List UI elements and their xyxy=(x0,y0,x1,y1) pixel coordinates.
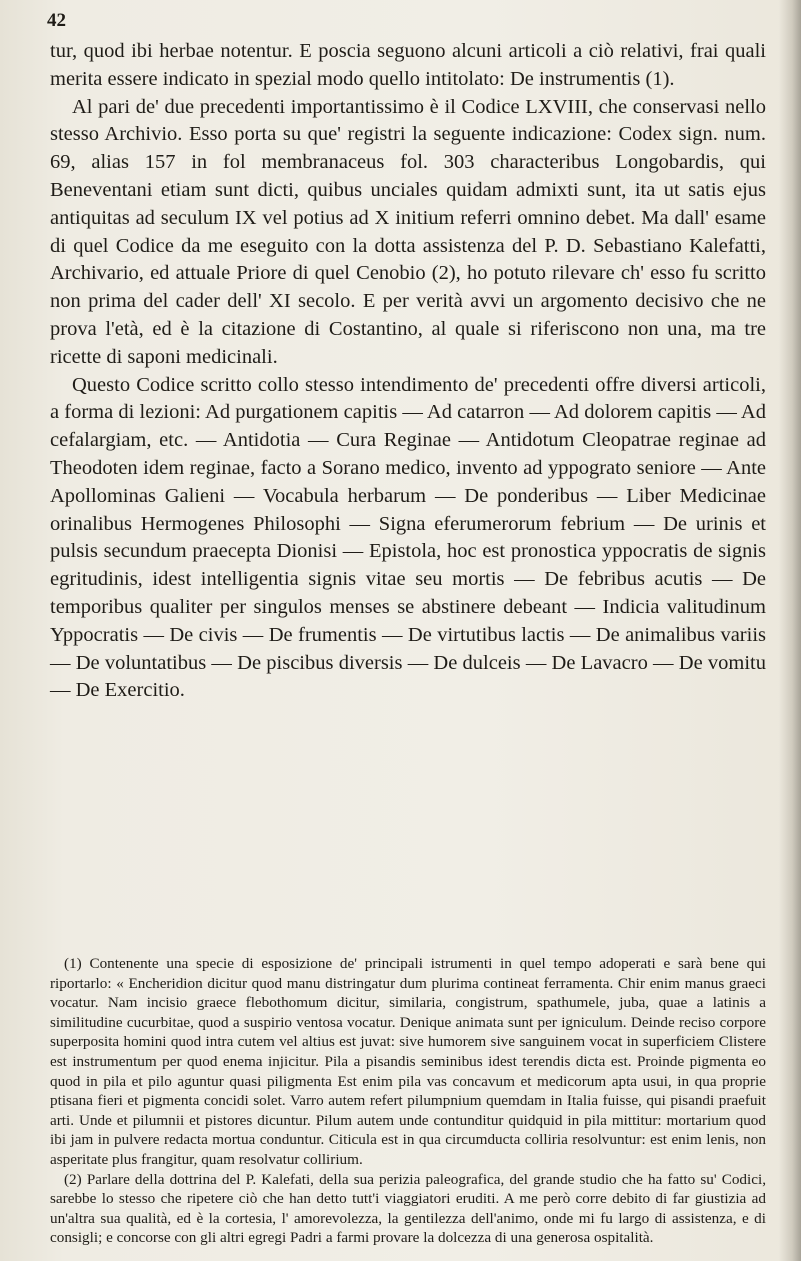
footnotes xyxy=(50,954,766,1248)
footnote-1: (1) Contenente una specie di esposizione de' principali istrumenti in quel tempo adoperati e sarà bene qui riportarlo: « Encheridion dicitur quod manu distringatur dum plurima contineat ferramenta. Chir enim manus graeci vocatur. Nam incisio graece flebothomum dicitur, similaria, congistrum, spathumele, juba, quae a latinis a similitudine cucurbitae, quod a suspirio ventosa vocatur. Denique animata sunt per igniculum. Deinde reciso corpore superposita homini quod intra cutem vel altius est juvat: sive humorem sive sanguinem vocat in superficiem Clistere est instrumentum per quod enema injicitur. Pila a pisandis seminibus idest terendis dicta est. Proinde pigmenta eo quod in pila et pilo aguntur quasi piligmenta Est enim pila vas concavum et medicorum apta usui, in qua proprie ptisana fieri et pigmenta concidi solet. Varro autem refert pilumpnium quemdam in Italia fuisse, qui pisandi praefuit arti. Unde et pilumnii et pistores dicuntur. Pilum autem unde contunditur quidquid in pila mittitur: mortarium quod ibi jam in pulvere redacta mortua conduntur. Citicula est in qua circumducta colliria resolvuntur: est enim lenis, non asperitate plus frangitur, quam resolvatur collirium. xyxy=(50,955,766,1168)
footnote-2: (2) Parlare della dottrina del P. Kalefati, della sua perizia paleografica, del grande studio che ha fatto su' Codici, sarebbe lo stesso che ripetere ciò che han detto tutt'i viaggiatori eruditi. A me però corre debito di far giustizia ad un'altra sua qualità, ed è la cortesia, l' amorevolezza, la gentilezza dell'animo, onde mi fu largo di assistenza, e di consigli; e concorse con gli altri egregi Padri a farmi provare la dolcezza di una generosa ospitalità. xyxy=(50,1170,766,1247)
main-text xyxy=(50,38,766,705)
page-spine-shadow xyxy=(779,0,801,1261)
paragraph-1: tur, quod ibi herbae notentur. E poscia seguono alcuni articoli a ciò relativi, frai quali merita essere indicato in spezial modo quello intitolato: De instrumentis (1). xyxy=(50,40,766,90)
page-number: 42 xyxy=(47,10,66,31)
paragraph-3: Questo Codice scritto collo stesso intendimento de' precedenti offre diversi articoli, a forma di lezioni: Ad purgationem capitis — Ad catarron — Ad dolorem capitis — Ad cefalargiam, etc. — Antidotia — Cura Reginae — Antidotum Cleopatrae reginae ad Theodoten idem reginae, facto a Sorano medico, invento ad yppograto seniore — Ante Apollominas Galieni — Vocabula herbarum — De ponderibus — Liber Medicinae orinalibus Hermogenes Philosophi — Signa eferumerorum febrium — De urinis et pulsis secundum praecepta Dionisi — Epistola, hoc est pronostica yppocratis de signis egritudinis, idest intelligentia signis vitae seu mortis — De febribus acutis — De temporibus qualiter per singulos menses se abstinere debeant — Indicia valitudinum Yppocratis — De civis — De frumentis — De virtutibus lactis — De animalibus variis — De voluntatibus — De piscibus diversis — De dulceis — De Lavacro — De vomitu — De Exercitio. xyxy=(50,373,766,702)
paragraph-2: Al pari de' due precedenti importantissimo è il Codice LXVIII, che conservasi nello stesso Archivio. Esso porta su que' registri la seguente indicazione: Codex sign. num. 69, alias 157 in fol membranaceus fol. 303 characteribus Longobardis, qui Beneventani etiam sunt dicti, quibus unciales quidam admixti sunt, ita ut satis ejus antiquitas ad seculum IX vel potius ad X initium referri omnino debet. Ma dall' esame di quel Codice da me eseguito con la dotta assistenza del P. D. Sebastiano Kalefatti, Archivario, ed attuale Priore di quel Cenobio (2), ho potuto rilevare ch' esso fu scritto non prima del cader dell' XI secolo. E per verità avvi un argomento decisivo che ne prova l'età, ed è la citazione di Costantino, al quale si riferiscono non una, ma tre ricette di saponi medicinali. xyxy=(50,95,766,368)
